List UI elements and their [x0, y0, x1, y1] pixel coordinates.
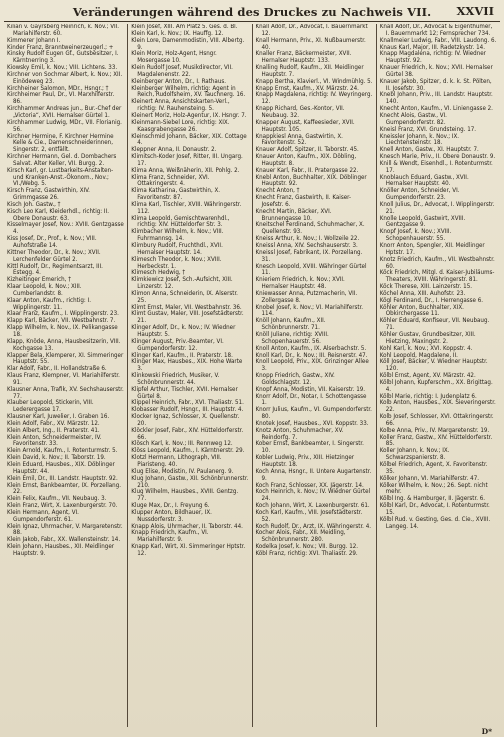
directory-entry: Knorr Julius, Kaufm., VI. Gumpendorferstr. 80. — [255, 406, 372, 421]
directory-entry: Kohl Karl, k. Nov.; XVI. Koppstr. 4. — [379, 344, 473, 352]
directory-entry: Knoll Leopold, Priv., XIX. Grinzinger Allee 3. — [255, 358, 369, 373]
directory-entry: Klima Anna, Weißnäherin, XII. Pohlg. 2. — [131, 166, 240, 174]
directory-entry: Kittl Rudolf, Dr., Regimentsarzt, III. Estegg. 4. — [7, 262, 103, 277]
directory-entry: Knoll Anton, Kaufm., IX. Alserbachstr. 5. — [255, 344, 367, 352]
directory-entry: Klima Leopold, Gemischtwarenhdl., richtig: XIV. Hütteldorfer Str. 3. — [131, 214, 230, 229]
directory-entry: Kirchner Hermine, F. Kirchner Hermine Kelle & Cie., Damenschneiderinnen, Singerstr. 2, entfällt. — [7, 132, 114, 154]
directory-entry: Klinger August, Priv.-Beamter, VI. Gumpendorferstr. 12. — [131, 337, 224, 352]
directory-entry: Knieriem Friedrich, k. Nov.; XVII. Hernalser Hauptstr. 48. — [255, 276, 345, 291]
directory-entry: Kölbel Friedrich, Agent, X. Favoritenstr. 35. — [379, 461, 488, 475]
directory-entry: Kölbl Karl, Dr., Advocat, I. Rotenturmstr. 15. — [379, 502, 490, 516]
directory-entry: Klimkiewicz Josef, Sch.-Aufsicht, XIII. Linzerstr. 12. — [131, 276, 233, 291]
directory-entry: Klipfel Arthur, Tischler, XVII. Hernalser Gürtel 8. — [131, 385, 238, 400]
directory-entry: Klug Wilhelm, Hausbes., XVIII. Gentzg. 77. — [131, 488, 239, 503]
directory-entry: Knaus Karl, Major, III. Radetzkystr. 14. — [379, 43, 485, 51]
directory-entry: Klimesch Theodor, k. Nov.; XVIII. Herbeckstr. 1. — [131, 255, 222, 270]
directory-entry: Klein Josef, XIII. Am Platz 5. Ges. d. Bl. — [131, 24, 238, 30]
directory-entry: Kneitschel Ferdinand, Schuhmacher, X. Quellenstr. 93. — [255, 221, 365, 236]
directory-entry: Klein Anton, Schneidermeister, IV. Favoritenstr. 33. — [7, 433, 102, 448]
directory-entry: Knebl Anton, Buchhalter, XIX. Döblinger Hauptstr. 92. — [255, 173, 367, 188]
directory-entry: Knorr Anton, Spengler, XII. Meidlinger Hptstr. 17. — [379, 242, 485, 256]
directory-entry: Kniewasser Anna, Putzmacherin, VII. Zollergasse 8. — [255, 289, 358, 304]
directory-entry: Klein Karl, k. Nov.; IX. Hauffg. 12. — [131, 29, 224, 37]
directory-entry: Klausner Karl, Juwelier, I. Graben 16. — [7, 413, 110, 421]
directory-entry: Knappkiesl Anna, Gastwirtin, X. Favoritenstr. 52. — [255, 132, 343, 147]
directory-entry: Knolle Leopold, Gastwirt, XVIII. Gentzgasse 9. — [379, 214, 466, 229]
directory-entry: Knebl Johann, Priv., III. Landstr. Hauptstr. 140. — [379, 91, 493, 106]
directory-entry: Kneissler Johann, k. Nov.; IX. Liechtensteinstr. 18. — [379, 132, 460, 147]
directory-entry: Knall Hermann, Priv., XI. Nußbaumerstr. 40. — [255, 36, 366, 51]
directory-entry: Klapp, Knöde, Anna, Hausbesitzerin, VIII. Kochgasse 13. — [7, 337, 121, 352]
directory-entry: Knallmeier Ludwig, Fabr., VIII. Laudong. 6. — [379, 36, 497, 44]
directory-entry: Kirchheiner Salomon, MDr., Hsngr.; † — [7, 84, 109, 92]
directory-entry: Kleppner Anna, II. Donaustr. 2. — [131, 146, 217, 154]
page-number: XXVII — [456, 4, 494, 18]
directory-entry: Klimt Gustav, Maler, VIII. Josefstädterstr. 21. — [131, 310, 244, 325]
directory-entry: Klapp Wilhelm, k. Nov., IX. Pelikangasse 18. — [7, 324, 118, 338]
directory-entry: Köhler Eduard, Konfiseur, VII. Neubaug. 71. — [379, 317, 490, 332]
directory-entry: Knapp Karl, Wirt, XI. Simmeringer Hptstr. 12. — [131, 543, 246, 557]
directory-entry: Koch Franz, Schlosser, XX. Jägerstr. 14. — [255, 481, 364, 489]
directory-entry: Knauer Friedrich, k. Nov.; XVII. Hernalser Gürtel 38. — [379, 64, 493, 78]
directory-entry: Köhler Gustav, Grundbesitzer, XIII. Hietzing, Maxingstr. 2. — [379, 330, 476, 345]
directory-entry: Kölbl Ing. & Hamburger, II. Jägerstr. 6. — [379, 495, 486, 503]
directory-entry: Knaller Franz, Bäckermeister, XVII. Hernalser Hauptstr. 133. — [255, 50, 352, 65]
directory-entry: Kirchheimer Paul, Dr., VI. Marxhilferstr. 86. — [7, 91, 115, 106]
directory-entry: Klein Emil, Dr., III. Landstr. Hauptstr. 92. — [7, 474, 118, 482]
directory-entry: Knobel Josef, k. Nov.; VI. Mariahilferstr. 114. — [255, 303, 364, 318]
directory-entry: Klima Karl, Tischler, XVIII. Währingerstr. 112. — [131, 200, 242, 215]
directory-entry: Knapp Alois, Uhrmacher, II. Taborstr. 44. — [131, 522, 243, 530]
directory-entry: Klein Ernst, Bankbeamter, IX. Porzellang. 22. — [7, 481, 122, 496]
directory-entry: Knauer Karl, Fabr., II. Pratergasse 22. — [255, 166, 359, 174]
directory-entry: Klöss Leopold, Kaufm., I. Kärntnerstr. 29. — [131, 447, 245, 455]
columns-container — [4, 24, 500, 727]
directory-entry: Klein Arnold, Kaufm., I. Rotenturmstr. 5. — [7, 447, 118, 455]
directory-entry: Kisselmayer Josef, Nov.: XVIII. Gentzgasse 4. — [7, 221, 124, 236]
directory-entry: Klotzl Hermann, Lithograph, VIII. Piaristeng. 40. — [131, 454, 222, 468]
directory-entry: Klöckler Josef, Fabr., XIV. Hütteldorferstr. 66. — [131, 426, 244, 441]
directory-entry: Köhler Anton, Buchhalter, XIX. Obkirchergasse 11. — [379, 303, 464, 318]
directory-entry: Klein Albert, Ing., II. Praterstr. 41. — [7, 426, 100, 434]
page-title: Veränderungen während des Druckes zu Nachweis VII. — [72, 5, 432, 19]
directory-entry: Klima Katharina, Gastwirthin, X. Favoritenstr. 87. — [131, 187, 221, 202]
directory-entry: Kinder Franz, Branntweinerzeugerl.; + — [7, 43, 114, 51]
directory-entry: Klug Johann, Gastw., XII. Schönbrunnerstr. 210. — [131, 474, 249, 489]
directory-entry: Koch Rudolf, Dr., Arzt, IX. Währingerstr. 4. — [255, 522, 372, 530]
directory-entry: Kölbl Johann, Kupferschm., XX. Brigittag. 4. — [379, 378, 493, 393]
directory-entry: Köbl Franz, richtig: XVI. Thaliastr. 29. — [255, 549, 358, 557]
directory-entry: Klein Jakob, Fabr., XX. Wallensteinstr. 14. — [7, 536, 121, 544]
signature-mark: D* — [481, 727, 492, 736]
directory-entry: Klippel Heinrich, Fabr., XVI. Thaliastr. 51. — [131, 399, 244, 407]
directory-entry: Kölker Johann, VI. Mariahilferstr. 47. — [379, 474, 480, 482]
directory-entry: Knöller Anton, Schneider, VI. Gumpendorferstr. 23. — [379, 187, 460, 202]
directory-entry: Knauer Jakob, Spitzer, d. k. k. St. Pölten, II. Josefstr. 30. — [379, 77, 492, 92]
directory-entry: Kirchhammer Andreas jun., Bur.-Chef der „Victoria“, XVII. Hernalser Gürtel 1. — [7, 105, 122, 119]
directory-entry: Kleinberger Anton, Dr., I. Rathaus. — [131, 77, 227, 85]
directory-entry: Klein Franz, Wirt, X. Laxenburgerstr. 70. — [7, 502, 118, 510]
directory-entry: Kleinberger Wilhelm, richtig: Agent in Reich, Rudolfsheim, XV. Tauchnerg. 16. — [131, 84, 246, 99]
directory-entry: Klupper Anton, Bildhauer, IX. Nussdorferstr. 3. — [131, 508, 212, 523]
directory-entry: Kleinschmid Johann, Bäcker, XIX. Cottage 4. — [131, 132, 247, 147]
directory-entry: Klapper Bela, Klemperer, XI. Simmeringer Hauptstr. 55. — [7, 351, 124, 366]
directory-entry: Kimmerer Johann I. — [7, 36, 61, 44]
directory-entry: Klimbury Rudolf, Fruchthdl., XVII. Hernalser Hauptstr. 14. — [131, 242, 223, 256]
directory-entry: Klinger Max, Hausbes., XIX. Hohe Warte 3. — [131, 358, 243, 373]
directory-entry: Knesch Leopold, XVIII. Währinger Gürtel 11. — [255, 262, 367, 277]
column-3 — [253, 24, 377, 727]
directory-entry: Klaar Leopold, k. Nov.; XIII. Cumberlandstr. 8. — [7, 283, 82, 297]
directory-entry: Koller Franz, Gastw., XIV. Hütteldorferstr. 85. — [379, 433, 493, 448]
directory-entry: Kölker Wilhelm, k. Nov.; 26. Sept. nicht mehr. — [379, 481, 488, 496]
directory-entry: Kobler Ludwig, Priv., XIII. Hietzinger Hauptstr. 18. — [255, 454, 355, 468]
directory-entry: Knöll Johann, Kaufm., XII. Schönbrunnerstr. 71. — [255, 317, 326, 332]
directory-entry: Klaus Franz, Klempner, VI. Mariahilferstr. 91. — [7, 372, 120, 386]
directory-entry: Knall Adolf, Dr., Advocat & Eigenthümer, I. Bauernmarkt 12; Fernsprecher 734. — [379, 24, 493, 37]
directory-entry: Klimitsch-Koder Josef, Ritter, III. Ungarg. 17. — [131, 153, 243, 167]
directory-entry: Kittner Theodor, Dr., k. Nov.; XVII. Lerchenfelder Gürtel 2. — [7, 248, 101, 263]
directory-entry: Knecht Anton, Kaufm., VI. Liniengasse 2. — [379, 105, 493, 113]
directory-entry: Klinger Karl, Kaufm., II. Praterstr. 18. — [131, 351, 233, 359]
directory-entry: Kölbl Rud. v. Gesting, Ges. d. Cie., XVIII. Langeg. 14. — [379, 515, 491, 530]
directory-entry: Klein Johann, Hausbes., XII. Meidlinger Hauptstr. 9. — [7, 543, 115, 557]
directory-entry: Knorr Adolf, Dr., Notar, I. Schottengasse 1. — [255, 392, 367, 407]
directory-entry: Klausner Anna, Trafik, XV. Sechshauserstr. 77. — [7, 385, 124, 400]
directory-entry: Kolb Josef, Schlosser, XVI. Ottakringerstr. 66. — [379, 413, 494, 427]
directory-entry: Klauber Leopold, Stickerin, VIII. Lederergasse 17. — [7, 399, 94, 414]
directory-entry: Klein Ignaz, Uhrmacher, V. Margaretenstr. 88. — [7, 522, 123, 537]
directory-entry: Knapp Richard, Ges.-Kontor, VII. Neubaug. 32. — [255, 105, 345, 119]
directory-entry: Klein Rudolf Josef, Musikdirector, VII. Magdalenenstr. 22. — [131, 64, 233, 78]
directory-entry: Klinger Adolf, Dr., k. Nov.; IV. Wiedner Hauptstr. 5. — [131, 324, 236, 338]
directory-entry: Knopf Josef, k. Nov.; XVIII. Schopenhauerstr. 55. — [379, 228, 452, 243]
directory-entry: Kneissl Anna, XIV. Sechshauserstr. 3. — [255, 242, 358, 249]
directory-entry: Knapper August, Kaffeesieder, XVII. Hauptstr. 105. — [255, 118, 355, 133]
directory-entry: Kilian v. Gayrsberg Heinrich, k. Nov.; VII. Mariahilferstr. 60. — [7, 24, 120, 37]
directory-entry: Knesch Marie, Priv., II. Obere Donaustr. 9. — [379, 153, 496, 161]
directory-entry: Klein Moriz, Holz-Agent, Hsngr. Mosergasse 10. — [131, 50, 217, 65]
directory-entry: Kirchhammer Ludwig, MDr., VII. Florianig. 56. — [7, 118, 122, 133]
directory-entry: Köchel Anna, XIII. Auhofstr. 23. — [379, 289, 466, 297]
directory-entry: Kneisl Franz, XVI. Grundsteing. 17. — [379, 125, 477, 133]
directory-entry: Klima Franz, Schneider, XVI. Ottakringerstr. 4. — [131, 173, 210, 188]
directory-entry: Knoblauch Eduard, Gastw., XVII. Hernalser Hauptstr. 40. — [379, 173, 469, 188]
directory-entry: Knopf Anna, Modistin, VII. Kaiserstr. 19. — [255, 385, 366, 393]
directory-entry: Kohl Leopold, Magdalene, II. — [379, 351, 458, 359]
directory-entry: Klein Adolf, Fabr., XV. Märzstr. 12. — [7, 419, 100, 427]
directory-entry: Kirsch Franz, Gastwirthin, XIV. Grimmgasse 26. — [7, 187, 90, 202]
directory-entry: Kluge Max, Dr., I. Freyung 6. — [131, 502, 210, 510]
directory-entry: Kober Ernst, Bankbeamter, I. Singerstr. 10. — [255, 440, 364, 455]
directory-entry: Koch Johann, Wirt, X. Laxenburgerstr. 61. — [255, 502, 370, 510]
directory-entry: Knauer Anton, Kaufm., XIX. Döbling, Hauptstr. 8. — [255, 153, 357, 167]
directory-entry: Knöll Juliane, richtig: XVIII. Schopenhauerstr. 56. — [255, 330, 329, 345]
directory-entry: Klein Felix, Kaufm., VII. Neubaug. 3. — [7, 495, 107, 503]
directory-entry: Kneissl Josef, Fabrikant, IX. Porzellang. 31. — [255, 248, 363, 263]
directory-entry: Kneiss Arthur, k. Nov.; I. Wollzeile 22. — [255, 235, 360, 243]
directory-entry: Klein Lore, Damenmodistin, VIII. Albertg. 9. — [131, 36, 245, 51]
directory-entry: Knapp Bertha, Klavierl., VI. Windmühlg. 5. — [255, 77, 373, 85]
directory-entry: Klösch Karl, k. Nov.; III. Rennweg 12. — [131, 440, 233, 448]
directory-entry: Kiss Josef, Dr., Prof., k. Nov.; VIII. Auhofstraße 14. — [7, 235, 97, 249]
directory-entry: Kocher Alois, Fabr., XII. Meidling, Schönbrunnerstr. 280. — [255, 529, 346, 544]
directory-entry: Kölbl Ernst, Agent, XV. Märzstr. 42. — [379, 372, 476, 380]
directory-entry: Klimon Anna, Schneiderin, IX. Alserstr. 25. — [131, 289, 238, 304]
directory-entry: Kirsch Karl, gr. Lustbarkeits-Anstalten- und Kranken-Anst.-Ökonom., Nov.; VI./Webg. 5. — [7, 166, 114, 188]
directory-entry: Knell Anton, Gastw., XI. Hauptstr. 7. — [379, 146, 479, 154]
directory-entry: Klimt Ernst, Maler, VII. Westbahnstr. 36. — [131, 303, 242, 311]
header-rule — [4, 21, 500, 22]
directory-entry: Knalling Rudolf, Kaufm., XII. Meidlinger Hauptstr. 7. — [255, 64, 364, 78]
directory-entry: Klimesch Hedwig, † — [131, 269, 186, 277]
directory-entry: Knecht Franz, Gastwirth, II. Kaiser-Josefstr. 6. — [255, 194, 352, 208]
directory-entry: Klimbacher Wilhelm, k. Nov.; VIII. Fuhrmannsg. 14. — [131, 228, 224, 243]
directory-entry: Klein Hermann, Agent, VI. Gumpendorferstr. 61. — [7, 508, 79, 523]
directory-entry: Knoll Julius, Dr., Advocat, I. Wipplingerstr. 21. — [379, 200, 495, 215]
directory-entry: Kolbe Anna, Priv., IV. Margaretenstr. 19. — [379, 426, 490, 434]
directory-entry: Kodelka Josef, k. Nov.; VII. Burgg. 12. — [255, 543, 359, 551]
directory-entry: Klein Eduard, Hausbes., XIX. Döblinger Hauptstr. 44. — [7, 461, 115, 475]
directory-entry: Knapp Magdalena, richtig: IV. Weyringerg. 12. — [255, 91, 373, 106]
directory-entry: Knapp Magdalena, richtig: IV. Wiedner Hauptstr. 92. — [379, 50, 486, 65]
directory-entry: Knotek Josef, Hausbes., XVI. Koppstr. 33. — [255, 419, 369, 427]
directory-entry: Kögl Ferdinand, Dr., I. Herrengasse 6. — [379, 296, 484, 304]
directory-entry: Koller Johann, k. Nov.; IX. Schwarzspanierstr. 8. — [379, 447, 450, 462]
directory-entry: Kleinert Moriz, Holz-Agentur, IX. Hsngr. 7. — [131, 111, 247, 119]
directory-entry: Klinkowski Friedrich, Musiker, V. Schönbrunnerstr. 44. — [131, 372, 220, 386]
directory-entry: Koch Heinrich, k. Nov.; IV. Wiedner Gürtel 24. — [255, 488, 371, 503]
directory-entry: Klocker Ignaz, Schlosser, X. Quellenstr. 20. — [131, 413, 240, 427]
directory-entry: Kleinert Anna, Ansichtskarten-Verl., richtig: IV. Rauhensteing. 5. — [131, 98, 230, 113]
directory-entry: Kleinmann-Siebel Lore, richtig: XIX. Kaasgrabengasse 26. — [131, 118, 230, 133]
directory-entry: Koch Karl, Kaufm., VIII. Josefstädterstr. 52. — [255, 508, 363, 523]
page-header — [0, 4, 504, 20]
directory-entry: Klobasser Rudolf, Hsngr., III. Hauptstr. 4. — [131, 406, 244, 414]
directory-entry: Klein David, k. Nov.; II. Taborstr. 19. — [7, 454, 106, 462]
directory-entry: Knauer Adolf, Spitzer, II. Taborstr. 45. — [255, 146, 359, 154]
directory-entry: Knall Adolf, Dr., Advocat, I. Bauernmarkt 12. — [255, 24, 368, 37]
directory-entry: Kizheitinger Emerich, † — [7, 276, 71, 284]
directory-entry: Kisch Joh. Gastw., † — [7, 200, 61, 208]
directory-entry: Klaar Franz, Kaufm., I. Wipplingerstr. 23. — [7, 310, 119, 318]
directory-entry: Klar Adolf, Fabr., II. Hollandstraße 6. — [7, 365, 107, 373]
directory-entry: Knotz Anton, Schuhmacher, XV. Reindorfg. 7. — [255, 426, 344, 441]
directory-entry: Koch Anna, Hsngr., II. Untere Augartenstr. 9. — [255, 467, 372, 482]
directory-entry: Klug Elise, Modistin, IV. Paulanerg. 9. — [131, 467, 234, 475]
directory-entry: Knapp Ernst, Kaufm., XV. Märzstr. 24. — [255, 84, 359, 92]
directory-entry: Kolb Anton, Hausbes., XIX. Sieveringerstr. 22. — [379, 399, 496, 414]
column-2 — [128, 24, 252, 727]
directory-entry: Knapp Friedrich, Kaufm., VI. Mariahilferstr. 9. — [131, 529, 209, 544]
directory-entry: Klapp Karl, Bäcker, VII. Westbahnstr. 7. — [7, 317, 116, 325]
directory-entry: Köck Friedrich, Mitgl. d. Kaiser-Jubiläums-Theaters, XVIII. Währingerstr. 81. — [379, 269, 495, 284]
directory-entry: Knill & Wendt, Eisenhdl., I. Rotenturmstr. 17. — [379, 159, 493, 174]
directory-entry: Kirchner Hermann, Gel. d. Dombachers Salvat. Alter Keller, VII. Burgg. 2. — [7, 153, 117, 167]
directory-entry: Knecht Anton, † — [255, 187, 300, 195]
directory-entry: Knecht Alois, Gastw., VI. Gumpendorferstr. 82. — [379, 111, 447, 126]
directory-entry: Köck Therese, XIII. Lainzerstr. 15. — [379, 283, 473, 291]
directory-entry: Knecht Martin, Bäcker, XVI. Brunnengasse 10. — [255, 207, 332, 222]
directory-entry: Kirchner von Sochmar Albert, k. Nov.; XII. Einödeweg 23. — [7, 70, 123, 85]
directory-entry: Knotz Friedrich, Kaufm., VII. Westbahnstr. 60. — [379, 255, 495, 270]
directory-entry: Knoll Karl, Dr., k. Nov.; III. Reisnerstr. 47. — [255, 351, 368, 359]
directory-entry: Klaar Anton, Kaufm., richtig: I. Wipplingerstr. 11. — [7, 296, 91, 311]
directory-entry: Knopp Friedrich, Gastw., XIV. Goldschlagstr. 12. — [255, 372, 335, 386]
directory-entry: Kisch Leo Karl, Kleiderhdl., richtig: II. Obere Donaustr. 63. — [7, 207, 109, 222]
column-1 — [4, 24, 128, 727]
directory-entry: Kölbl Marie, richtig: I. Judenplatz 6. — [379, 392, 477, 400]
directory-entry: Kinsky Rudolf Eugen Gf., Gutsbesitzer, I. Kärntnerring 3. — [7, 50, 119, 65]
column-4 — [377, 24, 500, 727]
directory-entry: Kiowsky Emil, k. Nov.; VIII. Lichtens. 33. — [7, 64, 118, 72]
directory-entry: Köll Josef, Bäcker, V. Wiedner Hauptstr. 120. — [379, 358, 488, 373]
